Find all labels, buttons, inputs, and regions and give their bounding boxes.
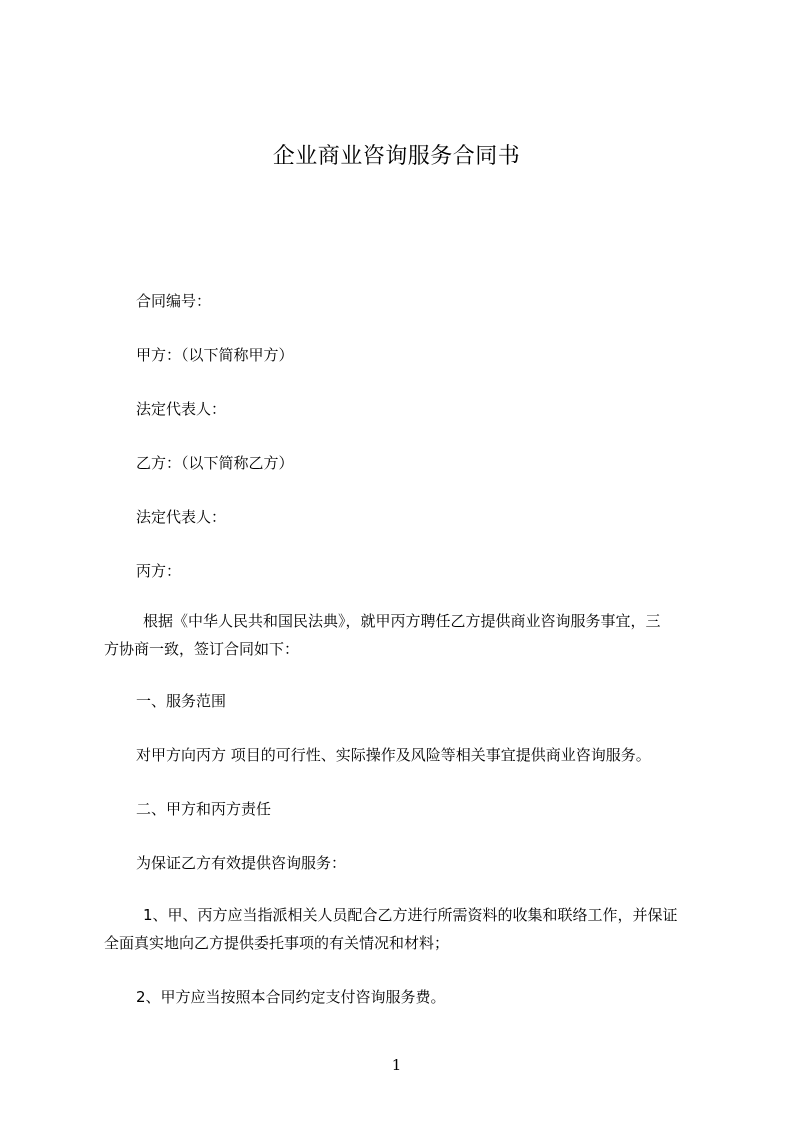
section-2-item-2: 2、甲方应当按照本合同约定支付咨询服务费。 — [136, 988, 446, 1006]
party-b-representative-field: 法定代表人： — [136, 508, 227, 526]
section-2-lead: 为保证乙方有效提供咨询服务： — [136, 854, 347, 872]
section-2-heading: 二、甲方和丙方责任 — [136, 800, 272, 818]
section-2-item-1-line-2: 全面真实地向乙方提供委托事项的有关情况和材料； — [104, 934, 450, 952]
section-2-item-1-line-1: 1、甲、丙方应当指派相关人员配合乙方进行所需资料的收集和联络工作，并保证 — [143, 906, 678, 924]
intro-paragraph-line-1: 根据《中华人民共和国民法典》，就甲丙方聘任乙方提供商业咨询服务事宜，三 — [143, 612, 661, 630]
section-1-body: 对甲方向丙方 项目的可行性、实际操作及风险等相关事宜提供商业咨询服务。 — [136, 746, 651, 764]
contract-number-field: 合同编号： — [136, 292, 212, 310]
party-a-field: 甲方：（以下简称甲方） — [136, 346, 294, 364]
document-title: 企业商业咨询服务合同书 — [272, 144, 521, 169]
page-number: 1 — [391, 1056, 402, 1074]
party-a-representative-field: 法定代表人： — [136, 400, 227, 418]
intro-paragraph-line-2: 方协商一致，签订合同如下： — [104, 640, 300, 658]
section-1-heading: 一、服务范围 — [136, 692, 227, 710]
party-c-field: 丙方： — [136, 562, 182, 580]
party-b-field: 乙方：（以下简称乙方） — [136, 454, 294, 472]
